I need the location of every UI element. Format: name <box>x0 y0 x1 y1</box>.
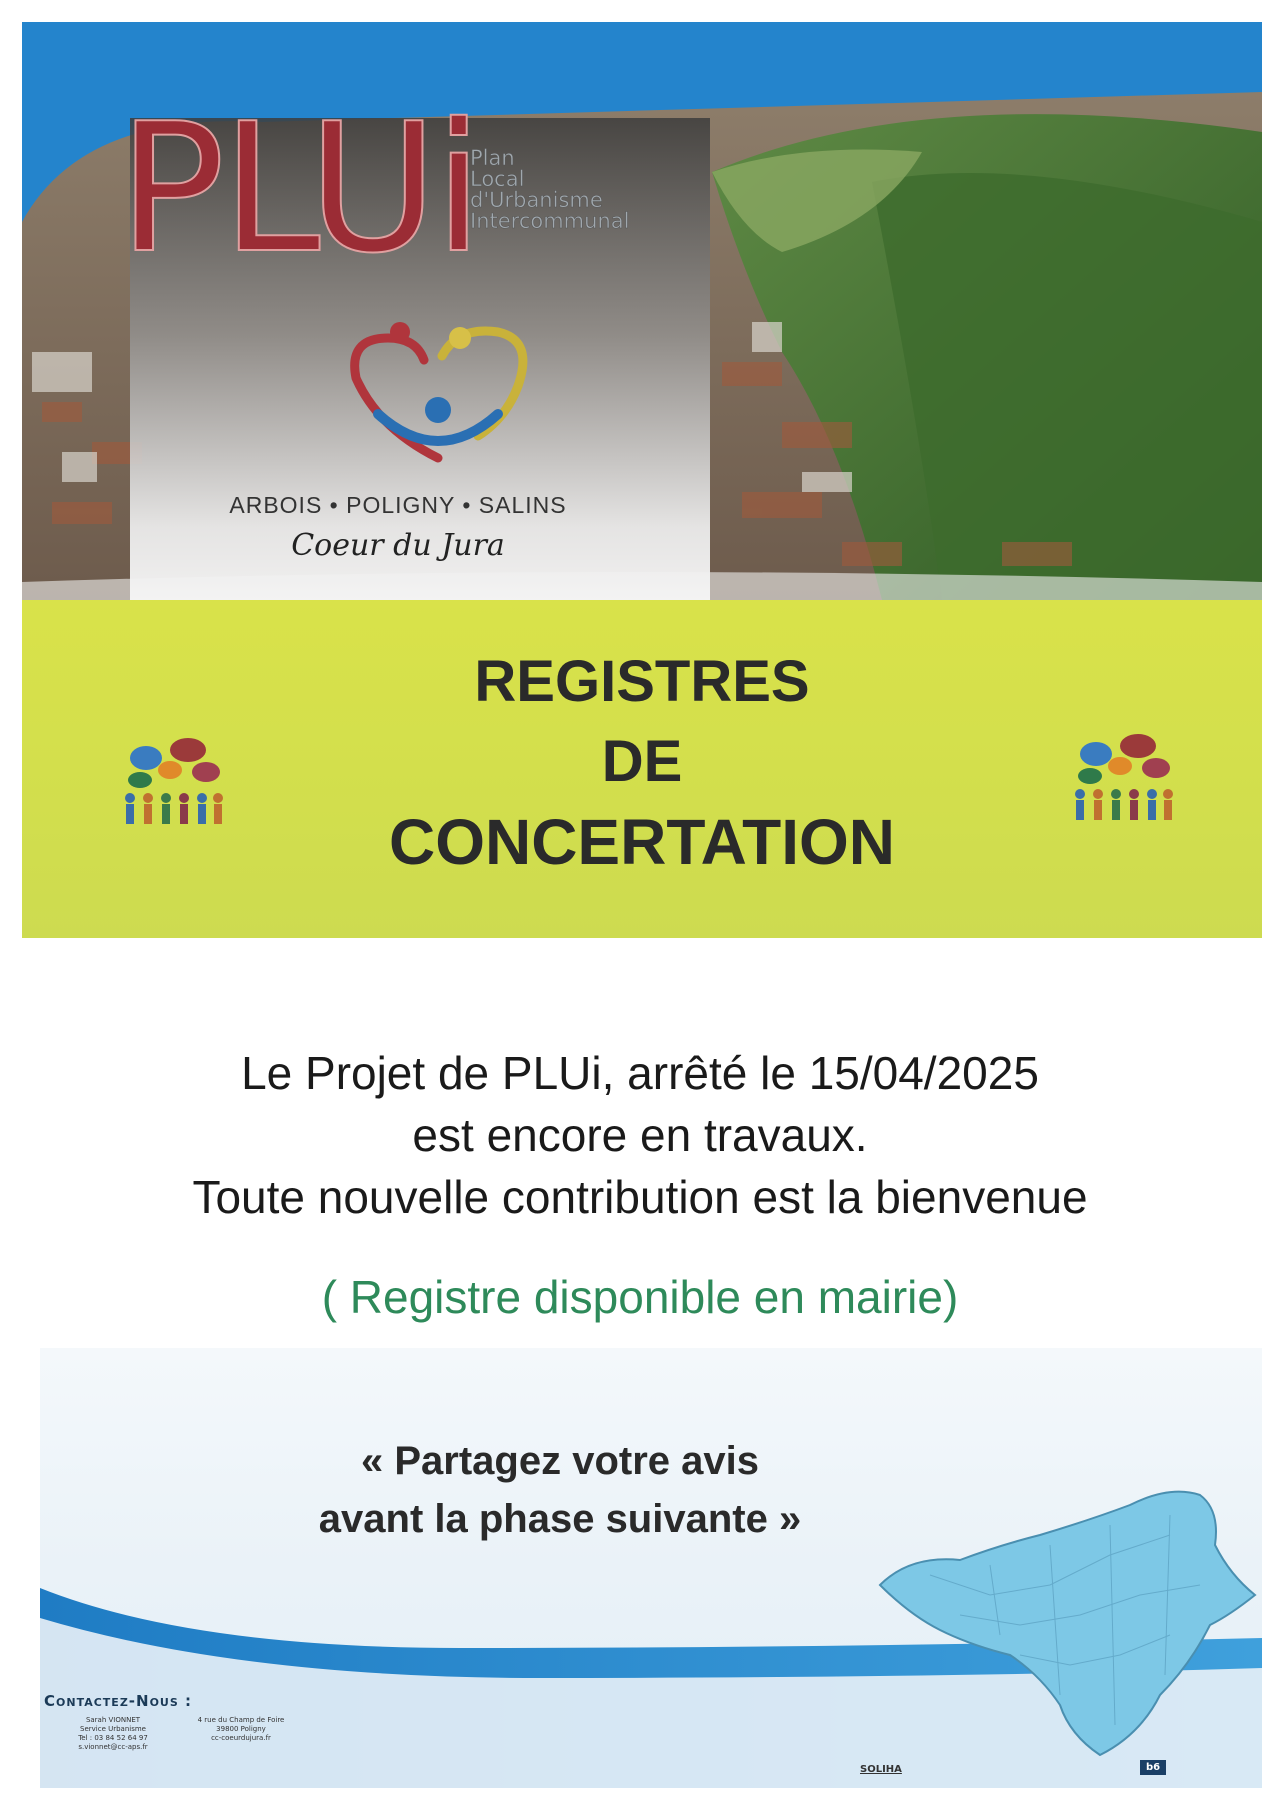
contact-line: cc-coeurdujura.fr <box>211 1734 271 1742</box>
towns-label: ARBOIS • POLIGNY • SALINS <box>229 492 567 518</box>
quote-line1: « Partagez votre avis <box>361 1439 759 1483</box>
discussion-people-icon <box>1068 732 1178 832</box>
banner-title-line3: CONCERTATION <box>388 806 896 878</box>
contact-line: 4 rue du Champ de Foire <box>197 1716 285 1724</box>
contact-line: Sarah VIONNET <box>85 1716 141 1724</box>
registry-note: ( Registre disponible en mairie) <box>321 1271 959 1323</box>
partner-logo: SOLIHA <box>860 1764 902 1775</box>
announcement-line2: est encore en travaux. <box>412 1109 868 1161</box>
plui-subtitle-line: d'Urbanisme <box>470 188 603 212</box>
contact-line: s.vionnet@cc-aps.fr <box>78 1743 148 1751</box>
contact-line: Service Urbanisme <box>80 1725 146 1733</box>
announcement-line3: Toute nouvelle contribution est la bienvenue <box>192 1171 1088 1223</box>
banner-title-line2: DE <box>601 729 683 794</box>
contact-block <box>44 1692 285 1751</box>
contact-person <box>58 1716 168 1752</box>
banner-title-line1: REGISTRES <box>474 649 810 714</box>
plui-subtitle-line: Local <box>470 167 525 191</box>
contact-address <box>186 1716 296 1743</box>
plui-logo-text: PLUi <box>118 85 480 292</box>
plui-subtitle-line: Intercommunal <box>470 209 630 233</box>
plui-subtitle <box>470 148 629 232</box>
contact-line: Tel : 03 84 52 64 97 <box>78 1734 148 1742</box>
territory-map-icon <box>870 1465 1260 1765</box>
partner-logo: b6 <box>1140 1760 1166 1775</box>
announcement-text <box>0 1042 1280 1228</box>
discussion-people-icon <box>118 736 228 836</box>
contact-line: 39800 Poligny <box>216 1725 266 1733</box>
plui-subtitle-line: Plan <box>470 146 515 170</box>
community-name: Coeur du Jura <box>291 528 505 563</box>
announcement-line1: Le Projet de PLUi, arrêté le 15/04/2025 <box>241 1047 1039 1099</box>
hearts-people-logo-icon <box>338 318 538 468</box>
contact-title: Contactez-Nous : <box>44 1692 192 1710</box>
quote-line2: avant la phase suivante » <box>318 1497 802 1541</box>
